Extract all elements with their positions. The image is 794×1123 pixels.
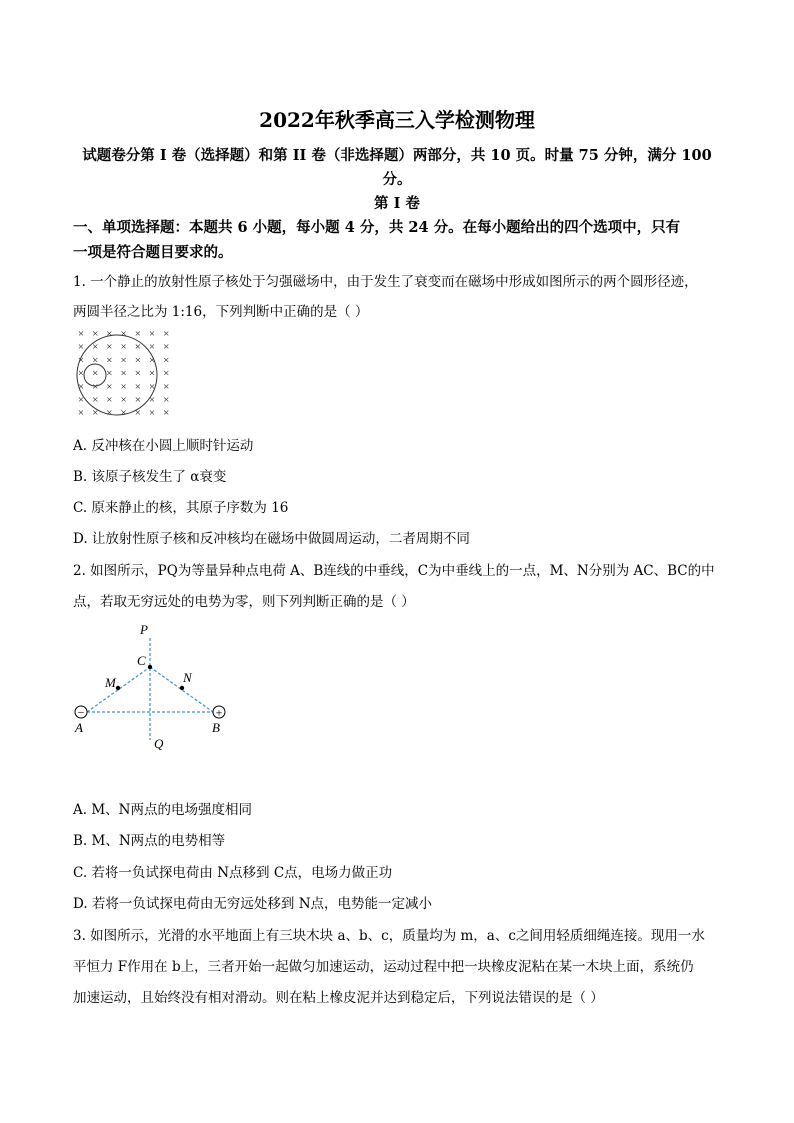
field-cross: × [106, 341, 113, 354]
point-c [148, 665, 152, 669]
field-cross: × [77, 367, 85, 380]
label-n: N [183, 670, 192, 685]
field-cross: × [134, 354, 141, 367]
field-cross: × [163, 341, 170, 354]
field-cross: × [163, 394, 170, 406]
q3-stem-line-1: 3. 如图所示，光滑的水平地面上有三块木块 a、b、c，质量均为 m，a、c之间用轻质细绳连接。现用一水 [73, 928, 705, 944]
part-label: 第 I 卷 [374, 195, 420, 212]
q2-option-c: C. 若将一负试探电荷由 N点移到 C点，电场力做正功 [73, 865, 393, 881]
field-cross: × [120, 354, 127, 367]
field-cross: × [106, 380, 113, 393]
field-cross: × [148, 367, 156, 380]
field-cross: × [106, 367, 113, 380]
label-p: P [140, 622, 148, 637]
section-heading-line-2: 一项是符合题目要求的。 [73, 244, 233, 261]
section-heading-line-1: 一、单项选择题：本题共 6 小题，每小题 4 分，共 24 分。在每小题给出的四个选项中，只有 [73, 219, 681, 236]
intro-line-2: 分。 [382, 171, 412, 188]
q3-stem-line-3: 加速运动，且始终没有相对滑动。则在粘上橡皮泥并达到稳定后，下列说法错误的是（ ） [73, 990, 604, 1006]
field-cross: × [163, 380, 170, 393]
field-cross: × [106, 394, 113, 406]
field-cross: × [77, 394, 85, 406]
field-cross: × [148, 341, 156, 354]
label-b: B [212, 720, 220, 735]
field-cross: × [92, 394, 99, 406]
large-orbit-circle [77, 335, 157, 415]
field-cross: × [148, 354, 156, 367]
field-cross: × [92, 367, 99, 380]
field-cross: × [77, 407, 85, 420]
field-cross: × [148, 380, 156, 393]
field-cross: × [120, 380, 127, 393]
field-cross: × [134, 407, 141, 420]
field-cross: × [163, 407, 170, 420]
field-cross: × [92, 328, 99, 340]
page-title: 2022年秋季高三入学检测物理 [259, 108, 535, 132]
label-q: Q [154, 736, 164, 751]
field-cross: × [134, 380, 141, 393]
q1-stem-line-1: 1. 一个静止的放射性原子核处于匀强磁场中，由于发生了衰变而在磁场中形成如图所示的两个圆形径迹， [73, 274, 698, 290]
label-m: M [105, 675, 116, 690]
field-cross: × [163, 328, 170, 340]
field-cross: × [148, 394, 156, 406]
q1-magnetic-field-figure [70, 322, 185, 422]
field-cross: × [134, 394, 141, 406]
intro-line-1: 试题卷分第 I 卷（选择题）和第 II 卷（非选择题）两部分，共 10 页。时量 75 分钟，满分 100 [82, 147, 712, 164]
field-cross: × [120, 341, 127, 354]
field-cross: × [77, 380, 85, 393]
q2-option-b: B. M、N两点的电势相等 [73, 833, 226, 849]
q2-stem-line-1: 2. 如图所示，PQ为等量异种点电荷 A、B连线的中垂线，C为中垂线上的一点，M、N分别为 AC、BC的中 [73, 563, 715, 579]
field-cross: × [120, 367, 127, 380]
q1-option-a: A. 反冲核在小圆上顺时针运动 [73, 438, 254, 454]
field-cross: × [92, 380, 99, 393]
q2-option-d: D. 若将一负试探电荷由无穷远处移到 N点，电势能一定减小 [73, 896, 433, 912]
point-n [180, 686, 184, 690]
point-m [116, 686, 120, 690]
field-cross: × [134, 367, 141, 380]
q2-option-a: A. M、N两点的电场强度相同 [73, 802, 252, 818]
field-cross: × [148, 328, 156, 340]
q2-stem-line-2: 点，若取无穷远处的电势为零，则下列判断正确的是（ ） [73, 594, 415, 610]
field-cross: × [106, 407, 113, 420]
field-cross: × [134, 341, 141, 354]
q1-option-d: D. 让放射性原子核和反冲核均在磁场中做圆周运动，二者周期不同 [73, 531, 470, 547]
negative-charge-sign: − [77, 705, 85, 720]
field-cross: × [92, 341, 99, 354]
field-cross: × [163, 367, 170, 380]
field-cross: × [77, 328, 85, 340]
field-cross: × [148, 407, 156, 420]
field-cross: × [120, 394, 127, 406]
field-cross: × [163, 354, 170, 367]
field-cross: × [134, 328, 141, 340]
q1-option-b: B. 该原子核发生了 α衰变 [73, 469, 227, 485]
label-a: A [75, 720, 83, 735]
field-cross: × [120, 407, 127, 420]
field-cross: × [120, 328, 127, 340]
q2-charges-figure [70, 618, 240, 754]
field-cross: × [77, 341, 85, 354]
q3-stem-line-2: 平恒力 F作用在 b上，三者开始一起做匀加速运动，运动过程中把一块橡皮泥粘在某一木块上面，系统仍 [73, 959, 694, 975]
positive-charge-sign: + [215, 705, 223, 720]
label-c: C [137, 653, 146, 668]
field-cross: × [106, 328, 113, 340]
field-cross: × [92, 407, 99, 420]
field-cross: × [106, 354, 113, 367]
q1-option-c: C. 原来静止的核，其原子序数为 16 [73, 500, 289, 516]
field-cross: × [77, 354, 85, 367]
q1-stem-line-2: 两圆半径之比为 1:16，下列判断中正确的是（ ） [73, 304, 369, 320]
field-cross: × [92, 354, 99, 367]
